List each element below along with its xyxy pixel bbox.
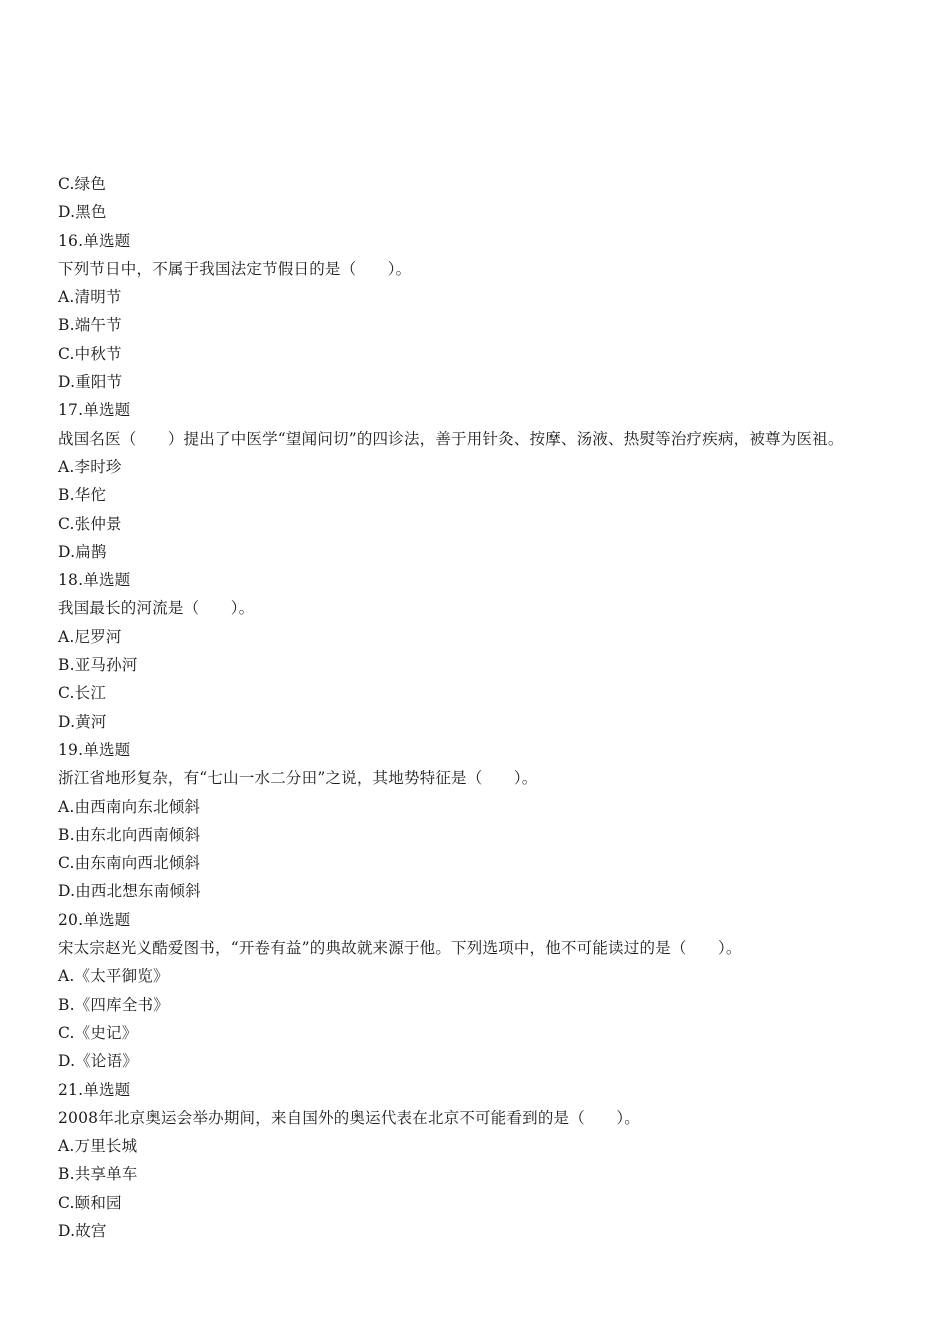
option-text: B.华佗: [58, 486, 107, 505]
option-text: C.长江: [58, 684, 107, 703]
question-header: 18.单选题: [58, 571, 131, 590]
option-text: D.故宫: [58, 1221, 107, 1240]
question-header: 19.单选题: [58, 740, 131, 759]
option-text: C.颐和园: [58, 1193, 122, 1212]
question-stem: 我国最长的河流是（ ）。: [58, 599, 255, 618]
option-text: C.由东南向西北倾斜: [58, 854, 201, 873]
option-text: C.中秋节: [58, 344, 122, 363]
option-text: D.重阳节: [58, 373, 123, 392]
option-text: B.由东北向西南倾斜: [58, 825, 201, 844]
option-text: B.亚马孙河: [58, 656, 138, 675]
question-header: 16.单选题: [58, 231, 131, 250]
question-stem: 下列节日中，不属于我国法定节假日的是（ ）。: [58, 259, 412, 278]
question-stem: 宋太宗赵光义酷爱图书，“开卷有益”的典故就来源于他。下列选项中，他不可能读过的是（ ）。: [58, 939, 742, 958]
option-text: A.《太平御览》: [58, 967, 169, 986]
option-text: B.共享单车: [58, 1165, 138, 1184]
option-text: A.李时珍: [58, 457, 122, 476]
question-header: 17.单选题: [58, 401, 131, 420]
question-stem: 浙江省地形复杂，有“七山一水二分田”之说，其地势特征是（ ）。: [58, 769, 538, 788]
option-text: D.由西北想东南倾斜: [58, 882, 201, 901]
option-text: C.张仲景: [58, 514, 122, 533]
option-text: A.万里长城: [58, 1137, 138, 1156]
question-stem: 战国名医（ ）提出了中医学“望闻问切”的四诊法，善于用针灸、按摩、汤液、热熨等治疗疾病，被尊为医祖。: [58, 429, 844, 448]
question-header: 20.单选题: [58, 910, 131, 929]
option-text: A.由西南向东北倾斜: [58, 797, 201, 816]
document-page: [58, 170, 898, 1245]
option-text: D.黑色: [58, 203, 107, 222]
option-text: A.尼罗河: [58, 627, 122, 646]
option-text: B.端午节: [58, 316, 122, 335]
option-text: A.清明节: [58, 288, 122, 307]
question-stem: 2008年北京奥运会举办期间，来自国外的奥运代表在北京不可能看到的是（ ）。: [58, 1108, 640, 1127]
option-text: D.黄河: [58, 712, 107, 731]
option-text: B.《四库全书》: [58, 995, 169, 1014]
option-text: D.《论语》: [58, 1052, 139, 1071]
option-text: D.扁鹊: [58, 542, 107, 561]
question-header: 21.单选题: [58, 1080, 131, 1099]
option-text: C.《史记》: [58, 1023, 138, 1042]
option-text: C.绿色: [58, 175, 107, 193]
